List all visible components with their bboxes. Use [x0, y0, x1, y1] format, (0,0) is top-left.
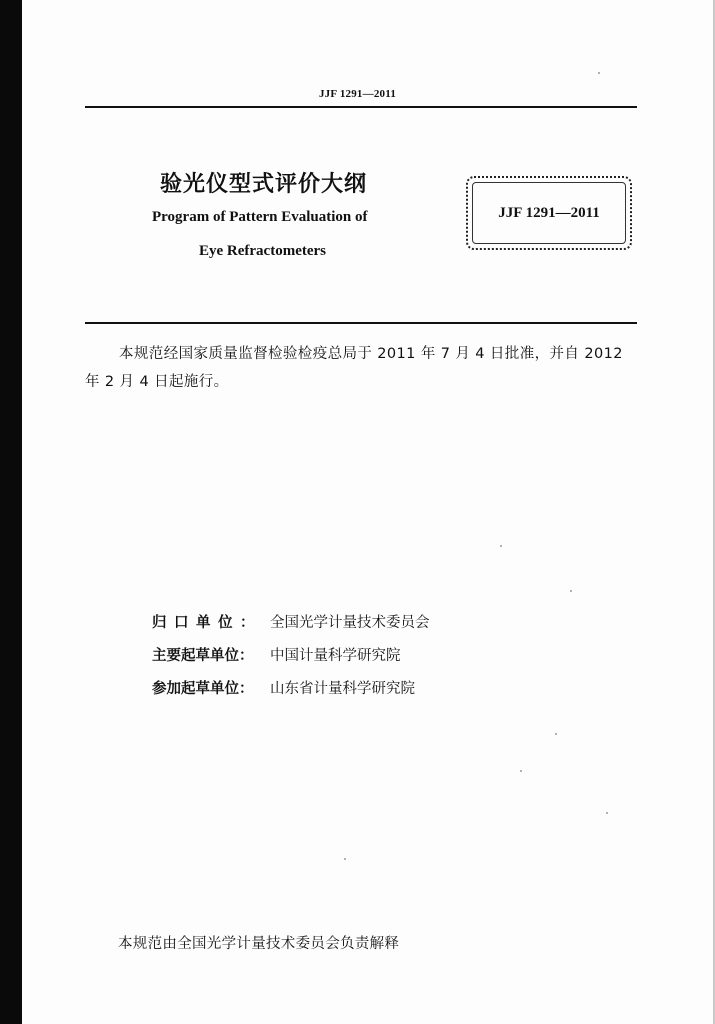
title-english-line2: Eye Refractometers: [199, 243, 327, 259]
header-rule: [85, 106, 637, 108]
unit-label: 参加起草单位：: [152, 681, 254, 697]
unit-row-main-drafter: [152, 643, 430, 676]
unit-label: 归口单位：: [152, 615, 262, 631]
scan-speck: [555, 733, 557, 735]
header-standard-code: JJF 1291—2011: [318, 88, 397, 100]
unit-value: 山东省计量科学研究院: [270, 681, 415, 697]
scan-speck: [606, 812, 608, 814]
unit-row-responsible: [152, 610, 430, 643]
binding-edge: [0, 0, 22, 1024]
scan-speck: [598, 72, 600, 74]
title-chinese: 验光仪型式评价大纲: [160, 172, 368, 197]
interpretation-note: 本规范由全国光学计量技术委员会负责解释: [118, 936, 400, 952]
approval-statement: 本规范经国家质量监督检验检疫总局于 2011 年 7 月 4 日批准，并自 2012 年 2 月 4 日起施行。: [85, 346, 623, 390]
section-rule: [85, 322, 637, 324]
drafting-units: [152, 610, 430, 709]
code-box-text: JJF 1291—2011: [498, 204, 600, 221]
scan-speck: [344, 858, 346, 860]
unit-value: 中国计量科学研究院: [270, 648, 401, 664]
scan-speck: [570, 590, 572, 592]
unit-row-participating-drafter: [152, 676, 430, 709]
unit-label: 主要起草单位：: [152, 648, 254, 664]
unit-value: 全国光学计量技术委员会: [270, 615, 430, 631]
title-english-line1: Program of Pattern Evaluation of: [152, 209, 368, 225]
scan-speck: [520, 770, 522, 772]
standard-code-box: [466, 176, 632, 250]
scan-speck: [500, 545, 502, 547]
